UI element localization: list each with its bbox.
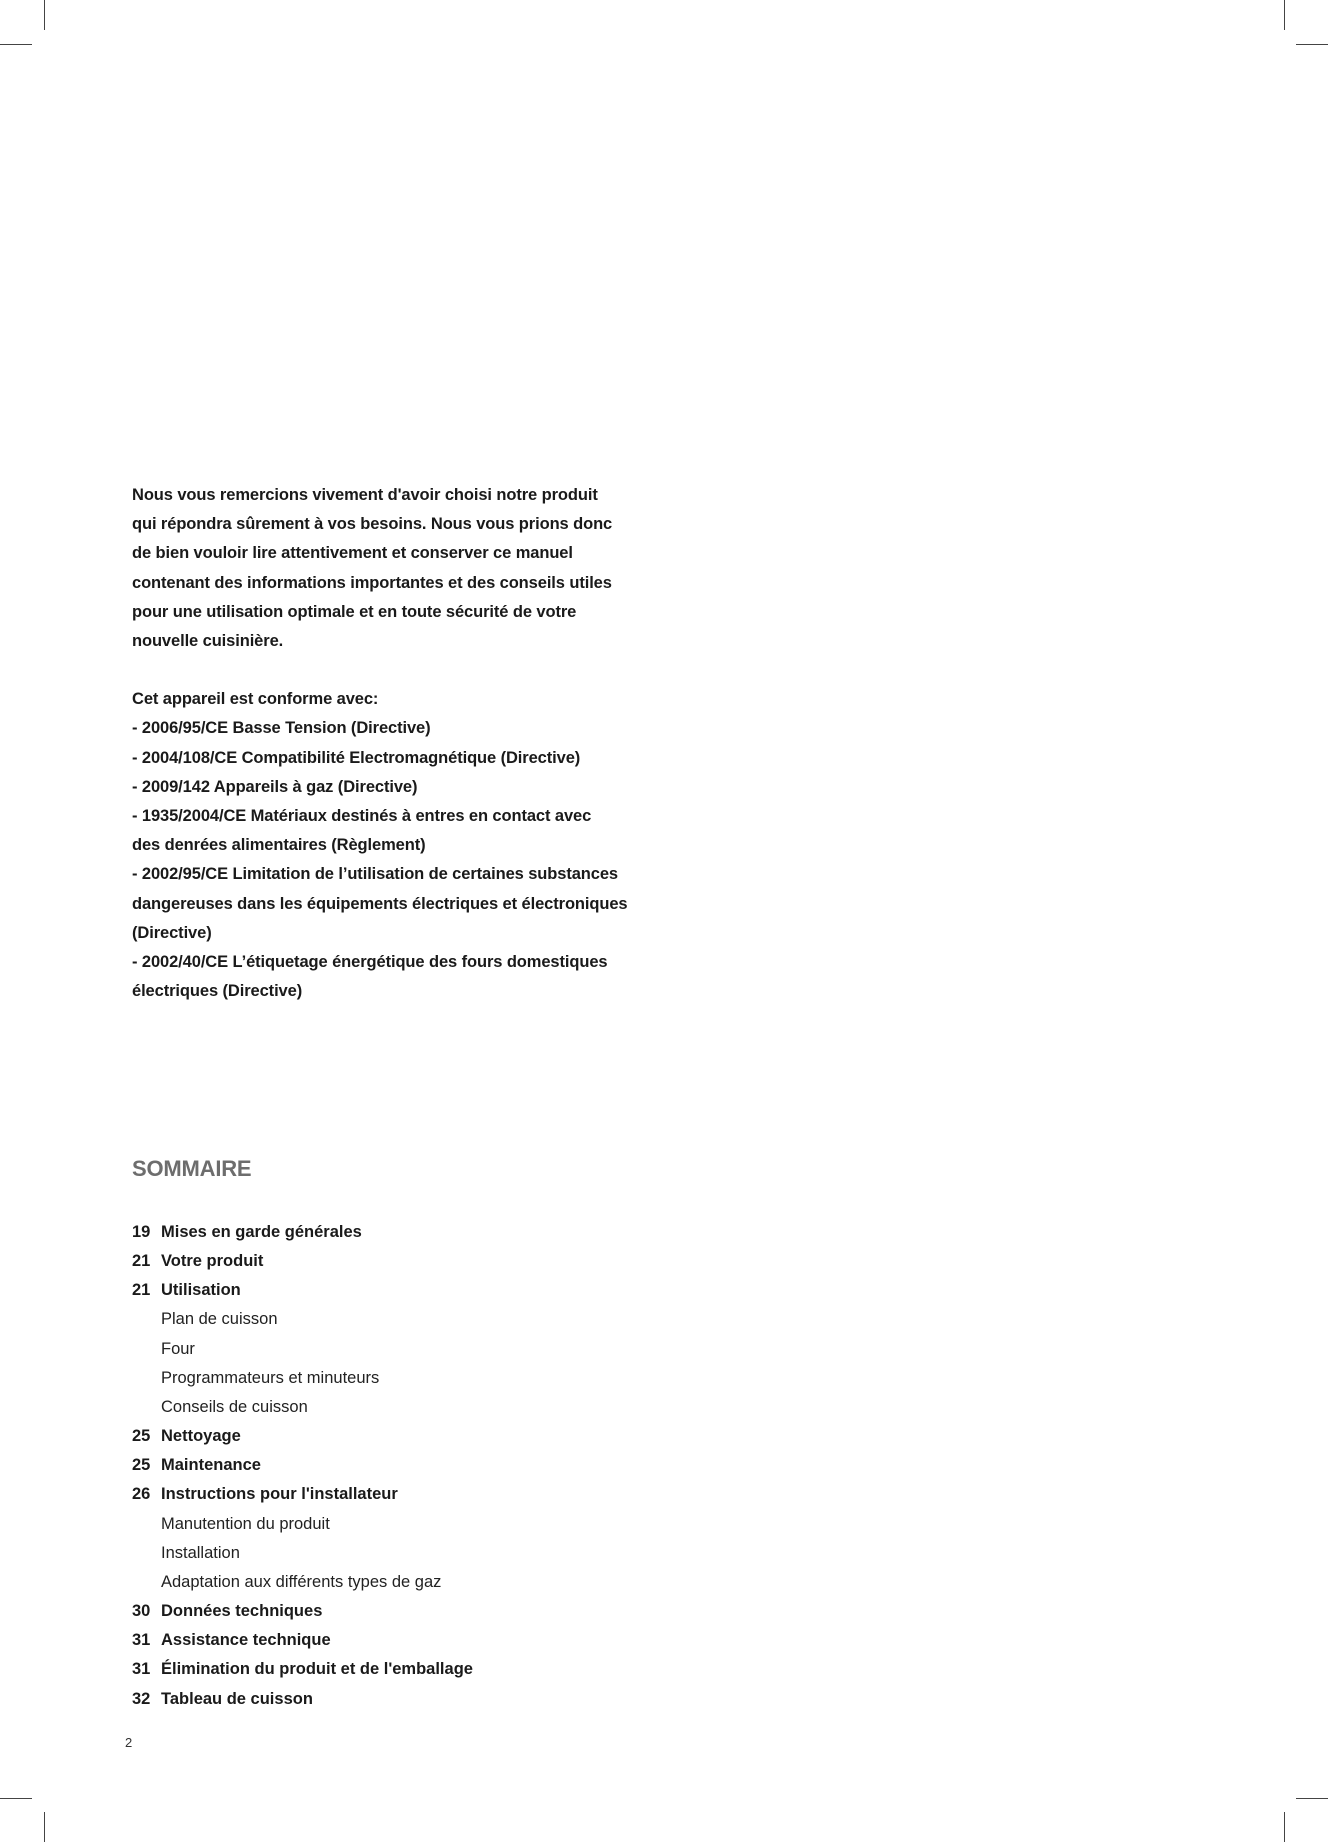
compliance-line: - 2006/95/CE Basse Tension (Directive) [132,719,431,738]
intro-line: nouvelle cuisinière. [132,632,284,651]
toc-subitem[interactable] [132,1510,732,1539]
crop-mark-top-right-horizontal [1296,44,1328,45]
toc-page-number: 26 [132,1485,151,1504]
toc-item[interactable] [132,1597,732,1626]
compliance-block [132,685,652,1006]
toc-label: Maintenance [161,1456,261,1475]
toc-label: Utilisation [161,1281,241,1300]
toc-page-number: 25 [132,1427,151,1446]
toc-item[interactable] [132,1247,732,1276]
toc-label: Manutention du produit [161,1514,330,1533]
toc-page-number: 21 [132,1281,151,1300]
intro-line: contenant des informations importantes et des conseils utiles [132,573,612,592]
toc-item[interactable] [132,1451,732,1480]
compliance-line: - 2009/142 Appareils à gaz (Directive) [132,777,418,796]
toc-item[interactable] [132,1685,732,1714]
toc-label: Données techniques [161,1602,323,1621]
toc-label: Assistance technique [161,1631,331,1650]
toc-subitem[interactable] [132,1539,732,1568]
compliance-line: électriques (Directive) [132,982,303,1001]
toc-page-number: 32 [132,1689,151,1708]
toc-label: Instructions pour l'installateur [161,1485,398,1504]
toc-item[interactable] [132,1626,732,1655]
toc-item[interactable] [132,1655,732,1684]
compliance-line: - 2002/95/CE Limitation de l’utilisation de certaines substances [132,865,619,884]
toc-page-number: 21 [132,1252,151,1271]
paragraph-spacer [132,656,652,685]
toc-label: Installation [161,1543,240,1562]
intro-line: pour une utilisation optimale et en toute sécurité de votre [132,602,577,621]
crop-mark-bottom-left-vertical [44,1812,45,1842]
toc-label: Four [161,1339,195,1358]
compliance-line: - 1935/2004/CE Matériaux destinés à entres en contact avec [132,807,592,826]
toc-subitem[interactable] [132,1335,732,1364]
toc-page-number: 25 [132,1456,151,1475]
compliance-title: Cet appareil est conforme avec: [132,690,379,709]
toc-item[interactable] [132,1422,732,1451]
compliance-line: des denrées alimentaires (Règlement) [132,836,426,855]
toc-label: Adaptation aux différents types de gaz [161,1572,442,1591]
intro-line: de bien vouloir lire attentivement et conserver ce manuel [132,544,573,563]
toc-item[interactable] [132,1276,732,1305]
toc-label: Conseils de cuisson [161,1397,308,1416]
crop-mark-bottom-right-horizontal [1296,1798,1328,1799]
compliance-line: (Directive) [132,923,212,942]
toc-page-number: 31 [132,1660,151,1679]
toc-subitem[interactable] [132,1305,732,1334]
table-of-contents [132,1218,732,1714]
compliance-line: dangereuses dans les équipements électriques et électroniques [132,894,628,913]
compliance-line: - 2004/108/CE Compatibilité Electromagnétique (Directive) [132,748,581,767]
compliance-line: - 2002/40/CE L’étiquetage énergétique des fours domestiques [132,953,608,972]
page-number: 2 [125,1735,133,1750]
toc-page-number: 30 [132,1602,151,1621]
toc-label: Élimination du produit et de l'emballage [161,1660,473,1679]
toc-label: Votre produit [161,1252,264,1271]
toc-label: Plan de cuisson [161,1310,278,1329]
toc-subitem[interactable] [132,1393,732,1422]
crop-mark-bottom-left-horizontal [0,1798,32,1799]
toc-label: Nettoyage [161,1427,241,1446]
intro-line: Nous vous remercions vivement d'avoir choisi notre produit [132,486,598,504]
intro-section [132,481,652,1006]
sommaire-title: SOMMAIRE [132,1156,252,1181]
toc-page-number: 19 [132,1223,151,1241]
intro-paragraph [132,481,652,656]
toc-item[interactable] [132,1480,732,1509]
intro-line: qui répondra sûrement à vos besoins. Nous vous prions donc [132,515,613,534]
toc-item[interactable] [132,1218,732,1247]
toc-subitem[interactable] [132,1364,732,1393]
toc-subitem[interactable] [132,1568,732,1597]
toc-page-number: 31 [132,1631,151,1650]
crop-mark-top-right-vertical [1284,0,1285,30]
crop-mark-top-left-horizontal [0,44,32,45]
toc-label: Tableau de cuisson [161,1689,313,1708]
toc-label: Programmateurs et minuteurs [161,1368,380,1387]
toc-label: Mises en garde générales [161,1223,362,1241]
crop-mark-bottom-right-vertical [1284,1812,1285,1842]
crop-mark-top-left-vertical [44,0,45,30]
